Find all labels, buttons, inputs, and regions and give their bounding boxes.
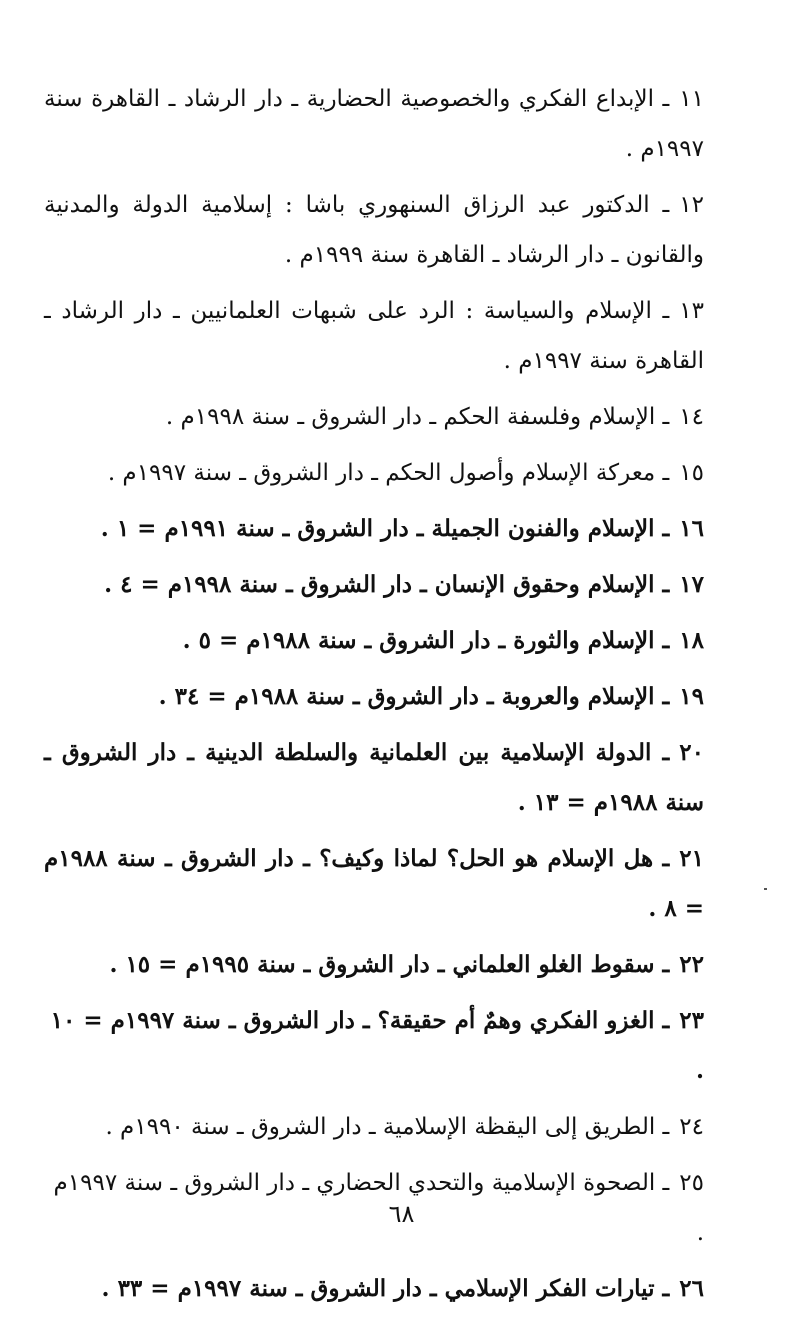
entry-number: ٢٤ bbox=[679, 1114, 704, 1140]
entry-text: ـ الإسلام والعروبة ـ دار الشروق ـ سنة ١٩٨٨م = ٣٤ . bbox=[158, 683, 670, 710]
entry-number: ١١ bbox=[679, 86, 704, 112]
entry-text: ـ الإبداع الفكري والخصوصية الحضارية ـ دار الرشاد ـ القاهرة سنة ١٩٩٧م . bbox=[44, 86, 704, 162]
entry-text: ـ الدكتور عبد الرزاق السنهوري باشا : إسلامية الدولة والمدنية والقانون ـ دار الرشاد ـ القاهرة سنة ١٩٩٩م . bbox=[44, 192, 704, 268]
list-item bbox=[44, 448, 704, 498]
entry-number: ٢٥ bbox=[679, 1170, 704, 1196]
scan-speck bbox=[764, 888, 767, 890]
list-item bbox=[44, 1102, 704, 1152]
entry-number: ٢١ bbox=[679, 845, 704, 872]
page-number: ٦٨ bbox=[388, 1200, 415, 1228]
entry-text: ـ سقوط الغلو العلماني ـ دار الشروق ـ سنة ١٩٩٥م = ١٥ . bbox=[109, 951, 670, 978]
entry-number: ١٥ bbox=[679, 460, 704, 486]
entry-number: ١٢ bbox=[679, 192, 704, 218]
entry-text: ـ الدولة الإسلامية بين العلمانية والسلطة الدينية ـ دار الشروق ـ سنة ١٩٨٨م = ١٣ . bbox=[44, 739, 704, 816]
list-item bbox=[44, 286, 704, 386]
entry-text: ـ الإسلام والسياسة : الرد على شبهات العلمانيين ـ دار الرشاد ـ القاهرة سنة ١٩٩٧م . bbox=[44, 298, 704, 374]
list-item bbox=[44, 1264, 704, 1314]
list-item bbox=[44, 392, 704, 442]
list-item bbox=[44, 728, 704, 828]
list-item bbox=[44, 74, 704, 174]
entry-text: ـ الإسلام وفلسفة الحكم ـ دار الشروق ـ سنة ١٩٩٨م . bbox=[165, 404, 670, 430]
entry-text: ـ تيارات الفكر الإسلامي ـ دار الشروق ـ سنة ١٩٩٧م = ٣٣ . bbox=[101, 1275, 670, 1302]
list-item bbox=[44, 504, 704, 554]
entry-text: ـ الإسلام وحقوق الإنسان ـ دار الشروق ـ سنة ١٩٩٨م = ٤ . bbox=[104, 571, 670, 598]
entry-text: ـ الطريق إلى اليقظة الإسلامية ـ دار الشروق ـ سنة ١٩٩٠م . bbox=[105, 1114, 670, 1140]
entry-number: ١٩ bbox=[679, 683, 704, 710]
entry-number: ٢٠ bbox=[679, 739, 704, 766]
list-item bbox=[44, 940, 704, 990]
list-item bbox=[44, 560, 704, 610]
entry-number: ١٦ bbox=[679, 515, 704, 542]
list-item bbox=[44, 996, 704, 1096]
entry-text: ـ الصحوة الإسلامية والتحدي الحضاري ـ دار الشروق ـ سنة ١٩٩٧م . bbox=[53, 1170, 704, 1246]
entry-number: ١٧ bbox=[679, 571, 704, 598]
bibliography-list bbox=[44, 74, 704, 1320]
entry-text: ـ هل الإسلام هو الحل؟ لماذا وكيف؟ ـ دار الشروق ـ سنة ١٩٨٨م = ٨ . bbox=[44, 845, 704, 922]
entry-number: ١٣ bbox=[679, 298, 704, 324]
list-item bbox=[44, 834, 704, 934]
list-item bbox=[44, 180, 704, 280]
entry-number: ٢٣ bbox=[679, 1007, 704, 1034]
entry-number: ٢٢ bbox=[679, 951, 704, 978]
list-item bbox=[44, 672, 704, 722]
entry-text: ـ الإسلام والثورة ـ دار الشروق ـ سنة ١٩٨٨م = ٥ . bbox=[182, 627, 670, 654]
entry-number: ١٤ bbox=[679, 404, 704, 430]
entry-text: ـ معركة الإسلام وأصول الحكم ـ دار الشروق ـ سنة ١٩٩٧م . bbox=[107, 460, 670, 486]
entry-number: ١٨ bbox=[679, 627, 704, 654]
entry-text: ـ الغزو الفكري وهمٌ أم حقيقة؟ ـ دار الشروق ـ سنة ١٩٩٧م = ١٠ . bbox=[50, 1007, 704, 1084]
list-item bbox=[44, 616, 704, 666]
entry-number: ٢٦ bbox=[679, 1275, 704, 1302]
entry-text: ـ الإسلام والفنون الجميلة ـ دار الشروق ـ سنة ١٩٩١م = ١ . bbox=[100, 515, 670, 542]
